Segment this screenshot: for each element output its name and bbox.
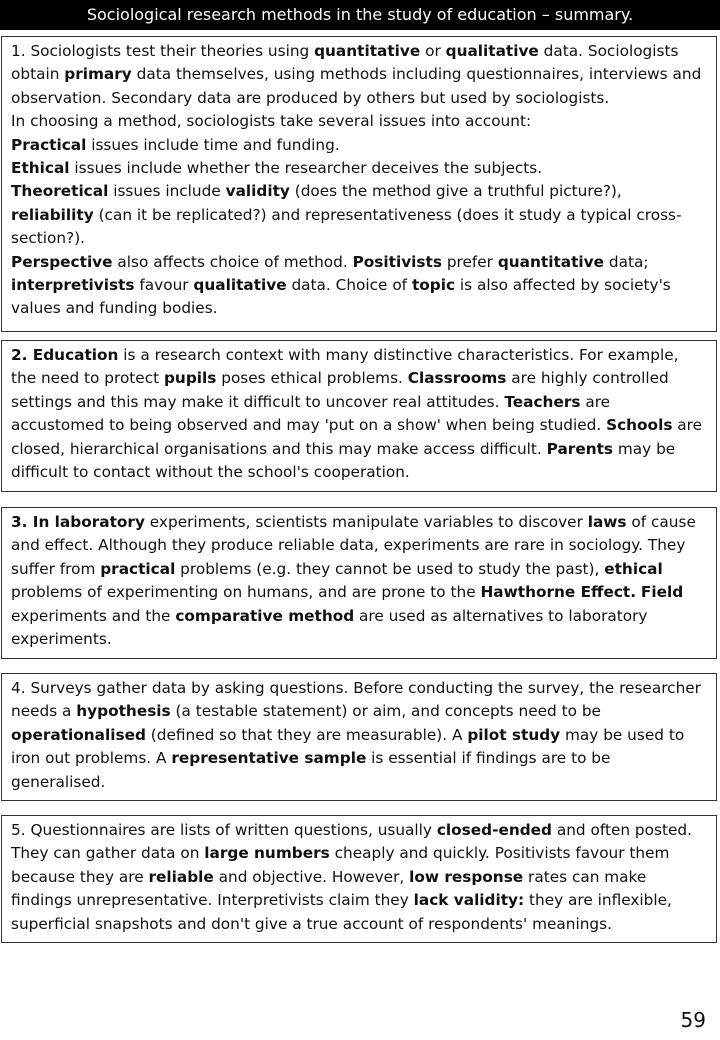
summary-paragraph	[11, 110, 708, 133]
summary-paragraph	[11, 134, 708, 157]
bold-term: 3. In laboratory	[11, 513, 145, 531]
text-run: are highly controlled settings and this may make it difficult to uncover real attitudes.	[11, 369, 669, 411]
text-run: data themselves, using methods including questionnaires, interviews and observation. Secondary data are produced by others but used by sociologists.	[11, 65, 702, 107]
bold-term: closed-ended	[436, 821, 552, 839]
text-run: (a testable statement) or aim, and concepts need to be	[170, 702, 601, 721]
text-run: may be used to iron out problems. A	[11, 725, 685, 768]
bold-term: Ethical	[11, 159, 70, 178]
summary-box-2	[1, 340, 717, 492]
bold-term: validity	[225, 182, 290, 201]
text-run: rates can make findings unrepresentative. Interpretivists claim they	[11, 867, 647, 910]
text-run: (does the method give a truthful picture?),	[289, 182, 622, 201]
summary-box-5	[1, 815, 717, 943]
text-run: and objective. However,	[213, 867, 410, 886]
bold-term: comparative method	[175, 606, 355, 625]
bold-term: primary	[64, 65, 132, 84]
bold-term: Hawthorne Effect.	[480, 583, 637, 602]
summary-paragraph	[11, 251, 708, 321]
bold-term: Perspective	[11, 252, 113, 271]
bold-term: Theoretical	[11, 182, 109, 201]
bold-term: qualitative	[193, 276, 287, 295]
summary-paragraph	[11, 511, 708, 651]
bold-term: laws	[587, 513, 627, 531]
page-title: Sociological research methods in the study of education – summary.	[0, 0, 720, 30]
text-run: are used as alternatives to laboratory experiments.	[11, 606, 648, 649]
text-run: problems of experimenting on humans, and are prone to the	[11, 583, 481, 602]
text-run: 4. Surveys gather data by asking questions. Before conducting the survey, the researcher needs a	[11, 679, 701, 721]
text-run: or	[420, 42, 446, 60]
text-run: cheaply and quickly. Positivists favour them because they are	[11, 844, 670, 886]
text-run: experiments and the	[11, 606, 176, 625]
text-run: (can it be replicated?) and representativeness (does it study a typical cross-section?).	[11, 205, 682, 248]
summary-paragraph	[11, 180, 708, 250]
text-run: is also affected by society's values and funding bodies.	[11, 276, 671, 318]
text-run: of cause and effect. Although they produce reliable data, experiments are rare in sociology. They suffer from	[11, 513, 696, 578]
summary-box-4	[1, 673, 717, 801]
bold-term: Teachers	[504, 392, 581, 411]
summary-paragraph	[11, 677, 708, 794]
text-run: problems (e.g. they cannot be used to study the past),	[175, 559, 605, 578]
text-run: experiments, scientists manipulate variables to discover	[144, 513, 588, 531]
bold-term: reliability	[11, 205, 94, 224]
summary-paragraph	[11, 344, 708, 484]
bold-term: Classrooms	[407, 369, 507, 388]
text-run: 1. Sociologists test their theories using	[11, 42, 315, 60]
text-run: is essential if findings are to be generalised.	[11, 749, 611, 791]
text-run: poses ethical problems.	[216, 369, 408, 388]
text-run: and often posted. They can gather data on	[11, 821, 692, 863]
summary-box-1	[1, 36, 717, 332]
bold-term: reliable	[148, 867, 214, 886]
text-run: issues include time and funding.	[86, 135, 340, 154]
text-run: data. Sociologists obtain	[11, 42, 679, 84]
bold-term: pilot study	[467, 725, 561, 744]
bold-term: Practical	[11, 135, 87, 154]
text-run: they are inflexible, superficial snapshots and don't give a true account of respondents' meanings.	[11, 891, 672, 933]
page-number: 59	[680, 1008, 706, 1032]
bold-term: pupils	[163, 369, 217, 388]
bold-term: Schools	[606, 416, 673, 435]
bold-term: low response	[409, 867, 524, 886]
bold-term: qualitative	[445, 42, 539, 60]
bold-term: practical	[100, 559, 176, 578]
text-run: may be difficult to contact without the school's cooperation.	[11, 439, 676, 482]
bold-term: Field	[640, 583, 684, 602]
text-run: are accustomed to being observed and may 'put on a show' when being studied.	[11, 392, 611, 435]
bold-term: topic	[411, 276, 456, 295]
text-run: issues include	[108, 182, 226, 201]
summary-paragraph	[11, 157, 708, 180]
text-run: 5. Questionnaires are lists of written questions, usually	[11, 821, 437, 839]
text-run: (defined so that they are measurable). A	[145, 725, 468, 744]
text-run: are closed, hierarchical organisations and this may make access difficult.	[11, 416, 703, 458]
text-run: data;	[604, 252, 649, 271]
summary-paragraph	[11, 819, 708, 936]
bold-term: Parents	[546, 439, 614, 458]
text-run: data. Choice of	[286, 276, 412, 295]
bold-term: hypothesis	[76, 702, 171, 721]
text-run: prefer	[441, 252, 498, 271]
bold-term: representative sample	[171, 749, 367, 768]
summary-box-3	[1, 507, 717, 659]
bold-term: quantitative	[497, 252, 604, 271]
text-run: issues include whether the researcher deceives the subjects.	[69, 159, 543, 178]
bold-term: ethical	[604, 559, 663, 578]
summary-paragraph	[11, 40, 708, 110]
text-run: is a research context with many distinctive characteristics. For example, the need to protect	[11, 346, 679, 388]
bold-term: operationalised	[11, 725, 146, 744]
text-run: In choosing a method, sociologists take several issues into account:	[11, 112, 532, 131]
bold-term: interpretivists	[11, 276, 135, 295]
bold-term: large numbers	[204, 844, 330, 863]
bold-term: Positivists	[352, 252, 442, 271]
bold-term: 2. Education	[11, 346, 119, 364]
text-run: favour	[134, 276, 194, 295]
bold-term: quantitative	[314, 42, 421, 60]
text-run: also affects choice of method.	[112, 252, 353, 271]
bold-term: lack validity:	[413, 891, 525, 910]
